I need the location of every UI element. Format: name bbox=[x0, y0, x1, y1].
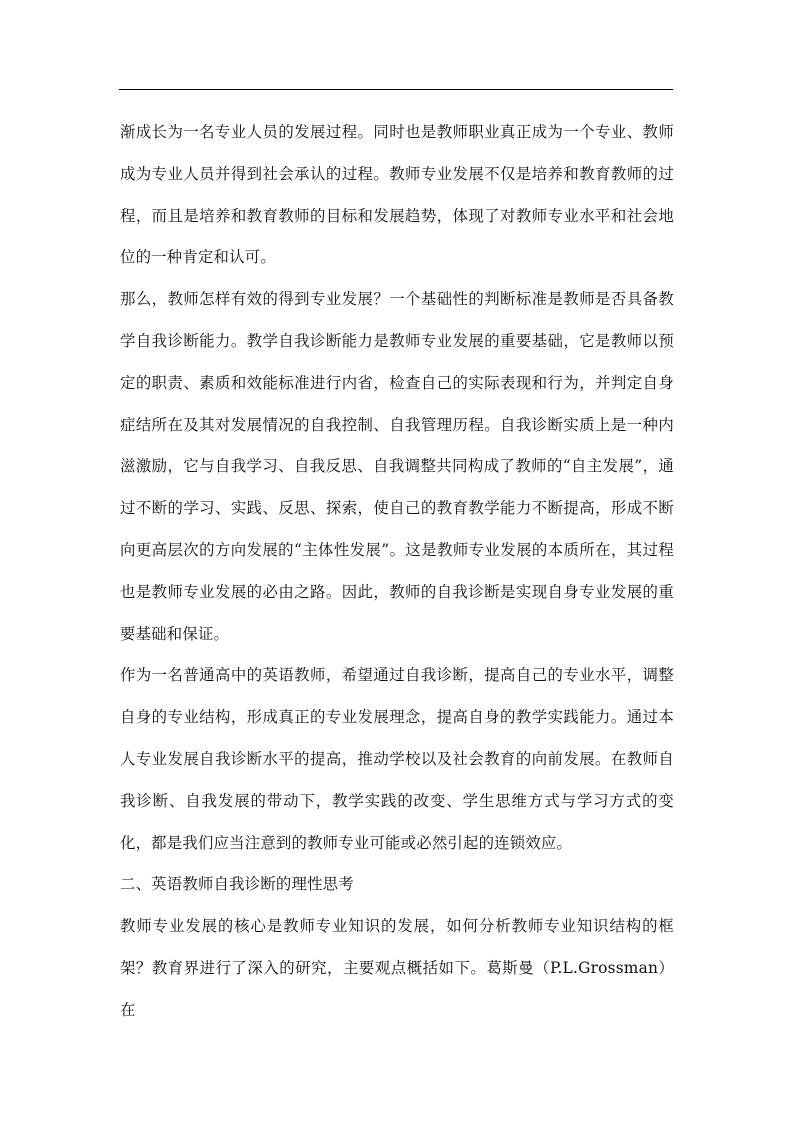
section-heading-rational-thinking: 二、英语教师自我诊断的理性思考 bbox=[120, 875, 354, 894]
paragraph-self-diagnosis-ability: 那么，教师怎样有效的得到专业发展？一个基础性的判断标准是教师是否具备教学自我诊断能力。教学自我诊断能力是教师专业发展的重要基础，它是教师以预定的职责、素质和效能标准进行内省，检查自己的实际表现和行为，并判定自身症结所在及其对发展情况的自我控制、自我管理历程。自我诊断实质上是一种内滋激励，它与自我学习、自我反思、自我调整共同构成了教师的“自主发展”，通过不断的学习、实践、反思、探索，使自己的教育教学能力不断提高，形成不断向更高层次的方向发展的“主体性发展”。这是教师专业发展的本质所在，其过程也是教师专业发展的必由之路。因此，教师的自我诊断是实现自身专业发展的重要基础和保证。 bbox=[120, 290, 674, 643]
paragraph-english-teacher-goals: 作为一名普通高中的英语教师，希望通过自我诊断，提高自己的专业水平，调整自身的专业结构，形成真正的专业发展理念，提高自身的教学实践能力。通过本人专业发展自我诊断水平的提高，推动学校以及社会教育的向前发展。在教师自我诊断、自我发展的带动下，教学实践的改变、学生思维方式与学习方式的变化，都是我们应当注意到的教师专业可能或必然引起的连锁效应。 bbox=[120, 666, 674, 852]
paragraph-professional-knowledge: 教师专业发展的核心是教师专业知识的发展，如何分析教师专业知识结构的框架？教育界进行了深入的研究，主要观点概括如下。葛斯曼（P.L.Grossman）在 bbox=[120, 917, 674, 1019]
header-rule bbox=[119, 89, 673, 90]
paragraph-teacher-development-definition: 渐成长为一名专业人员的发展过程。同时也是教师职业真正成为一个专业、教师成为专业人员并得到社会承认的过程。教师专业发展不仅是培养和教育教师的过程，而且是培养和教育教师的目标和发展趋势，体现了对教师专业水平和社会地位的一种肯定和认可。 bbox=[120, 123, 674, 267]
document-body bbox=[120, 112, 674, 1032]
